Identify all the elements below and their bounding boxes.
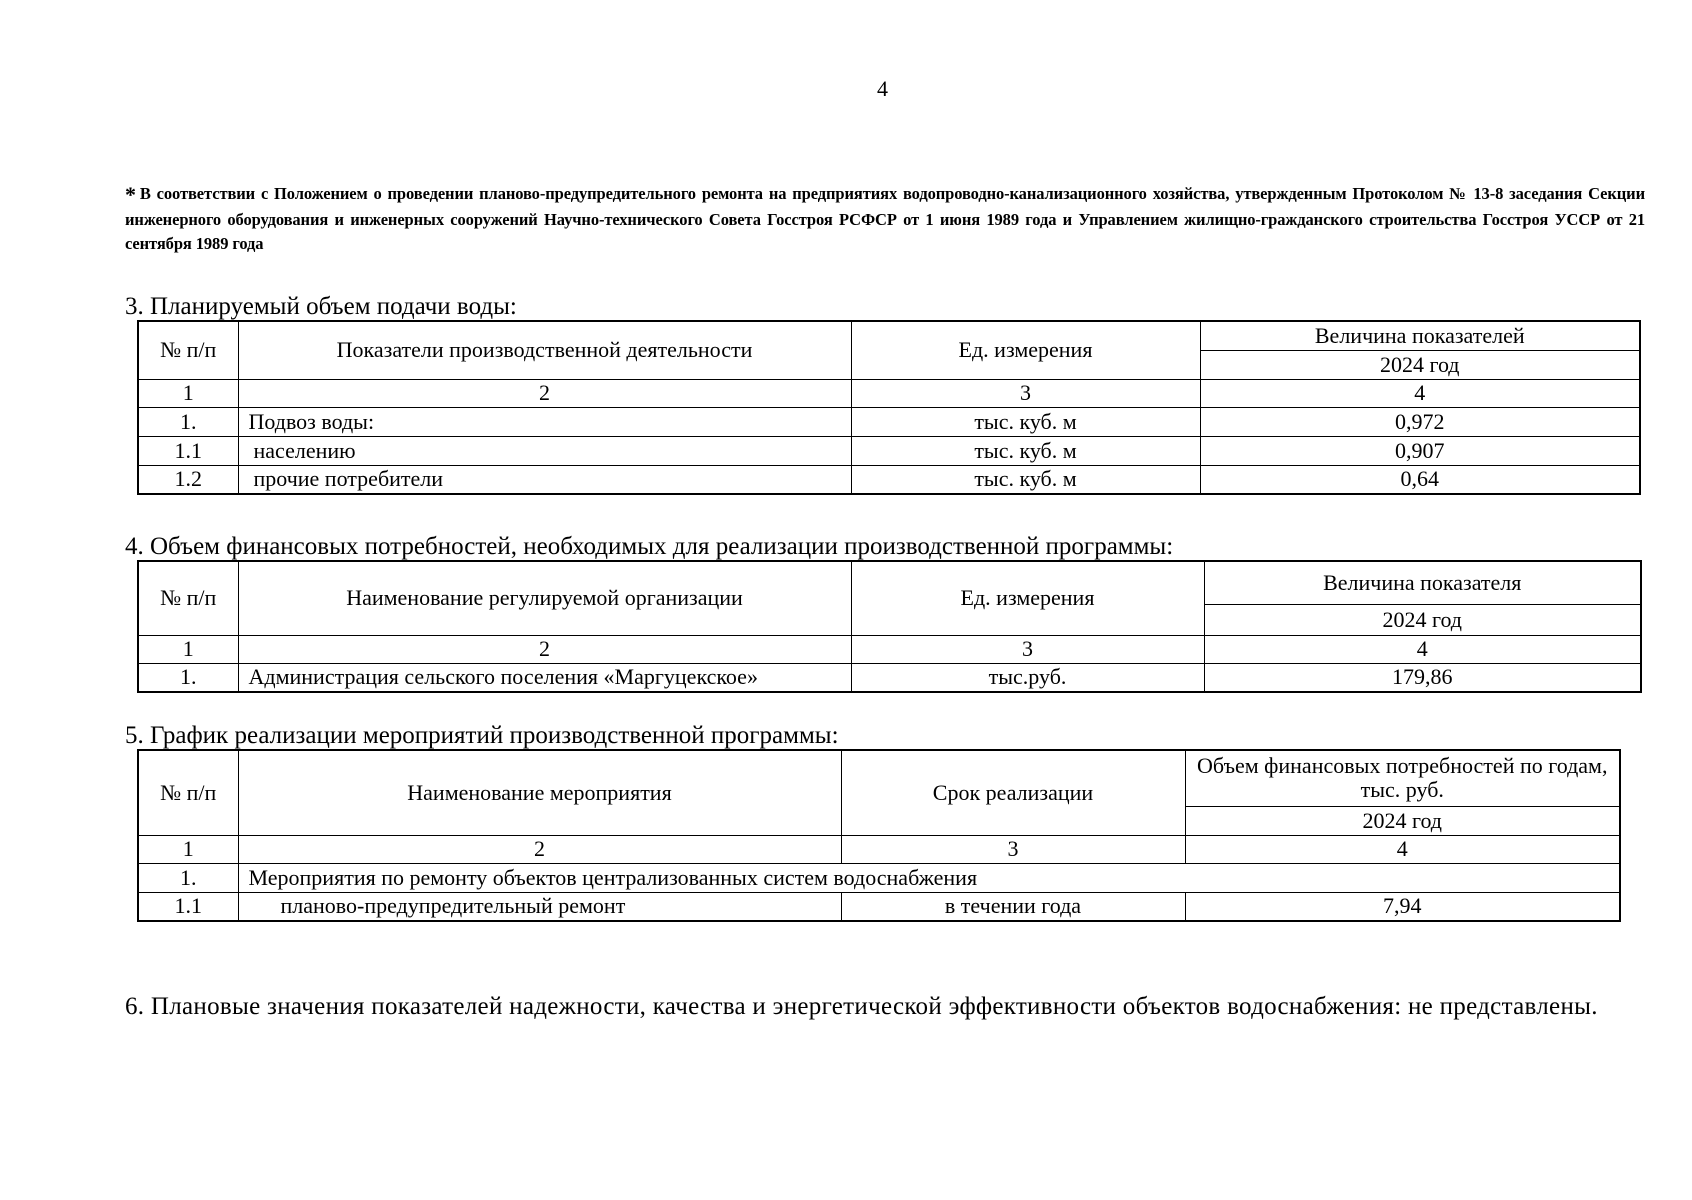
section-4-title: 4. Объем финансовых потребностей, необходимых для реализации производственной программы: (125, 533, 1174, 560)
row-num: 1.2 (138, 465, 238, 494)
table-row (138, 892, 1620, 921)
row-name: Подвоз воды: (238, 407, 851, 436)
header-year: 2024 год (1204, 604, 1641, 635)
header-term: Срок реализации (841, 750, 1185, 835)
row-unit: тыс. куб. м (851, 465, 1200, 494)
footnote-text: В соответствии с Положением о проведении планово-предупредительного ремонта на предприятиях водопроводно-канализационного хозяйства, утвержденным Протоколом № 13-8 заседания Секции инженерного оборудования и инженерных сооружений Научно-технического Совета Госстроя РСФСР от 1 июня 1989 года и Управлением жилищно-гражданского строительства Госстроя УССР от 21 сентября 1989 года (125, 184, 1645, 253)
section-5-title: 5. График реализации мероприятий производственной программы: (125, 722, 839, 749)
header-year: 2024 год (1185, 806, 1620, 835)
header-num: № п/п (138, 321, 238, 379)
col-number: 1 (138, 635, 238, 663)
schedule-table (137, 749, 1621, 922)
col-number: 4 (1200, 379, 1640, 407)
row-num: 1.1 (138, 892, 238, 921)
header-name: Наименование регулируемой организации (238, 561, 851, 635)
row-num: 1. (138, 663, 238, 692)
col-number: 3 (851, 379, 1200, 407)
footnote (125, 182, 1645, 257)
page-number: 4 (877, 76, 888, 101)
row-num: 1. (138, 863, 238, 892)
header-name: Наименование мероприятия (238, 750, 841, 835)
header-year: 2024 год (1200, 350, 1640, 379)
row-name: прочие потребители (238, 465, 851, 494)
row-unit: тыс.руб. (851, 663, 1204, 692)
header-num: № п/п (138, 750, 238, 835)
section-3-title: 3. Планируемый объем подачи воды: (125, 293, 517, 320)
col-number: 2 (238, 379, 851, 407)
row-name: Администрация сельского поселения «Маргуцекское» (238, 663, 851, 692)
col-number: 1 (138, 835, 238, 863)
footnote-marker: * (125, 182, 136, 207)
col-number: 2 (238, 835, 841, 863)
header-value: Величина показателей (1200, 321, 1640, 350)
table-row (138, 436, 1640, 465)
table-group-row (138, 863, 1620, 892)
header-value: Объем финансовых потребностей по годам, тыс. руб. (1185, 750, 1620, 806)
header-unit: Ед. измерения (851, 321, 1200, 379)
header-value: Величина показателя (1204, 561, 1641, 604)
row-value: 0,64 (1200, 465, 1640, 494)
header-unit: Ед. измерения (851, 561, 1204, 635)
col-number: 4 (1185, 835, 1620, 863)
col-number: 3 (841, 835, 1185, 863)
col-number: 1 (138, 379, 238, 407)
row-name: населению (238, 436, 851, 465)
row-name: Мероприятия по ремонту объектов централизованных систем водоснабжения (238, 863, 1620, 892)
water-supply-table (137, 320, 1641, 495)
row-unit: тыс. куб. м (851, 436, 1200, 465)
row-value: 0,907 (1200, 436, 1640, 465)
table-row (138, 663, 1641, 692)
header-name: Показатели производственной деятельности (238, 321, 851, 379)
row-name: планово-предупредительный ремонт (238, 892, 841, 921)
col-number: 2 (238, 635, 851, 663)
table-row (138, 407, 1640, 436)
col-number: 4 (1204, 635, 1641, 663)
row-value: 0,972 (1200, 407, 1640, 436)
header-num: № п/п (138, 561, 238, 635)
table-row (138, 465, 1640, 494)
row-num: 1.1 (138, 436, 238, 465)
row-value: 179,86 (1204, 663, 1641, 692)
row-unit: тыс. куб. м (851, 407, 1200, 436)
col-number: 3 (851, 635, 1204, 663)
row-value: 7,94 (1185, 892, 1620, 921)
finance-table (137, 560, 1642, 693)
section-6-paragraph: 6. Плановые значения показателей надежности, качества и энергетической эффективности объектов водоснабжения: не представлены. (125, 993, 1598, 1020)
row-term: в течении года (841, 892, 1185, 921)
row-num: 1. (138, 407, 238, 436)
